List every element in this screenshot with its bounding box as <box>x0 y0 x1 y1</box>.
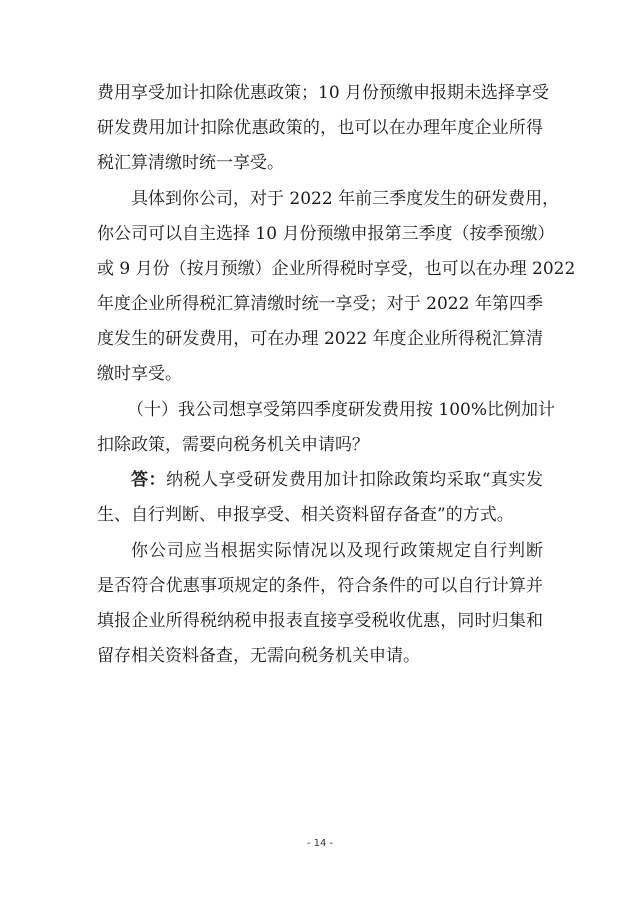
page-number: - 14 - <box>306 838 334 849</box>
paragraph-1-line-2: 研发费用加计扣除优惠政策的，也可以在办理年度企业所得 <box>97 118 543 138</box>
paragraph-2-line-1: 具体到你公司，对于 2022 年前三季度发生的研发费用， <box>131 189 560 209</box>
question-heading-line-1: （十）我公司想享受第四季度研发费用按 100%比例加计 <box>127 400 556 420</box>
paragraph-2-line-4: 年度企业所得税汇算清缴时统一享受；对于 2022 年第四季 <box>97 294 543 314</box>
answer-line-1 <box>131 469 543 491</box>
paragraph-3-line-4: 留存相关资料备查，无需向税务机关申请。 <box>97 646 420 666</box>
paragraph-3-line-3: 填报企业所得税纳税申报表直接享受税收优惠，同时归集和 <box>97 611 543 631</box>
answer-line-2: 生、自行判断、申报享受、相关资料留存备查”的方式。 <box>97 505 514 525</box>
paragraph-1-line-3: 税汇算清缴时统一享受。 <box>97 153 284 173</box>
paragraph-1-line-1: 费用享受加计扣除优惠政策；10 月份预缴申报期未选择享受 <box>97 83 550 103</box>
answer-label: 答： <box>131 470 167 490</box>
paragraph-2-line-6: 缴时享受。 <box>97 364 182 384</box>
paragraph-2-line-2: 你公司可以自主选择 10 月份预缴申报第三季度（按季预缴） <box>97 224 555 244</box>
paragraph-3-line-1: 你公司应当根据实际情况以及现行政策规定自行判断 <box>131 541 543 561</box>
paragraph-2-line-5: 度发生的研发费用，可在办理 2022 年度企业所得税汇算清 <box>97 329 543 349</box>
paragraph-3-line-2: 是否符合优惠事项规定的条件，符合条件的可以自行计算并 <box>97 576 543 596</box>
paragraph-2-line-3: 或 9 月份（按月预缴）企业所得税时享受，也可以在办理 2022 <box>97 259 576 279</box>
answer-text-1: 纳税人享受研发费用加计扣除政策均采取“真实发 <box>166 470 543 490</box>
question-heading-line-2: 扣除政策，需要向税务机关申请吗？ <box>97 435 369 455</box>
